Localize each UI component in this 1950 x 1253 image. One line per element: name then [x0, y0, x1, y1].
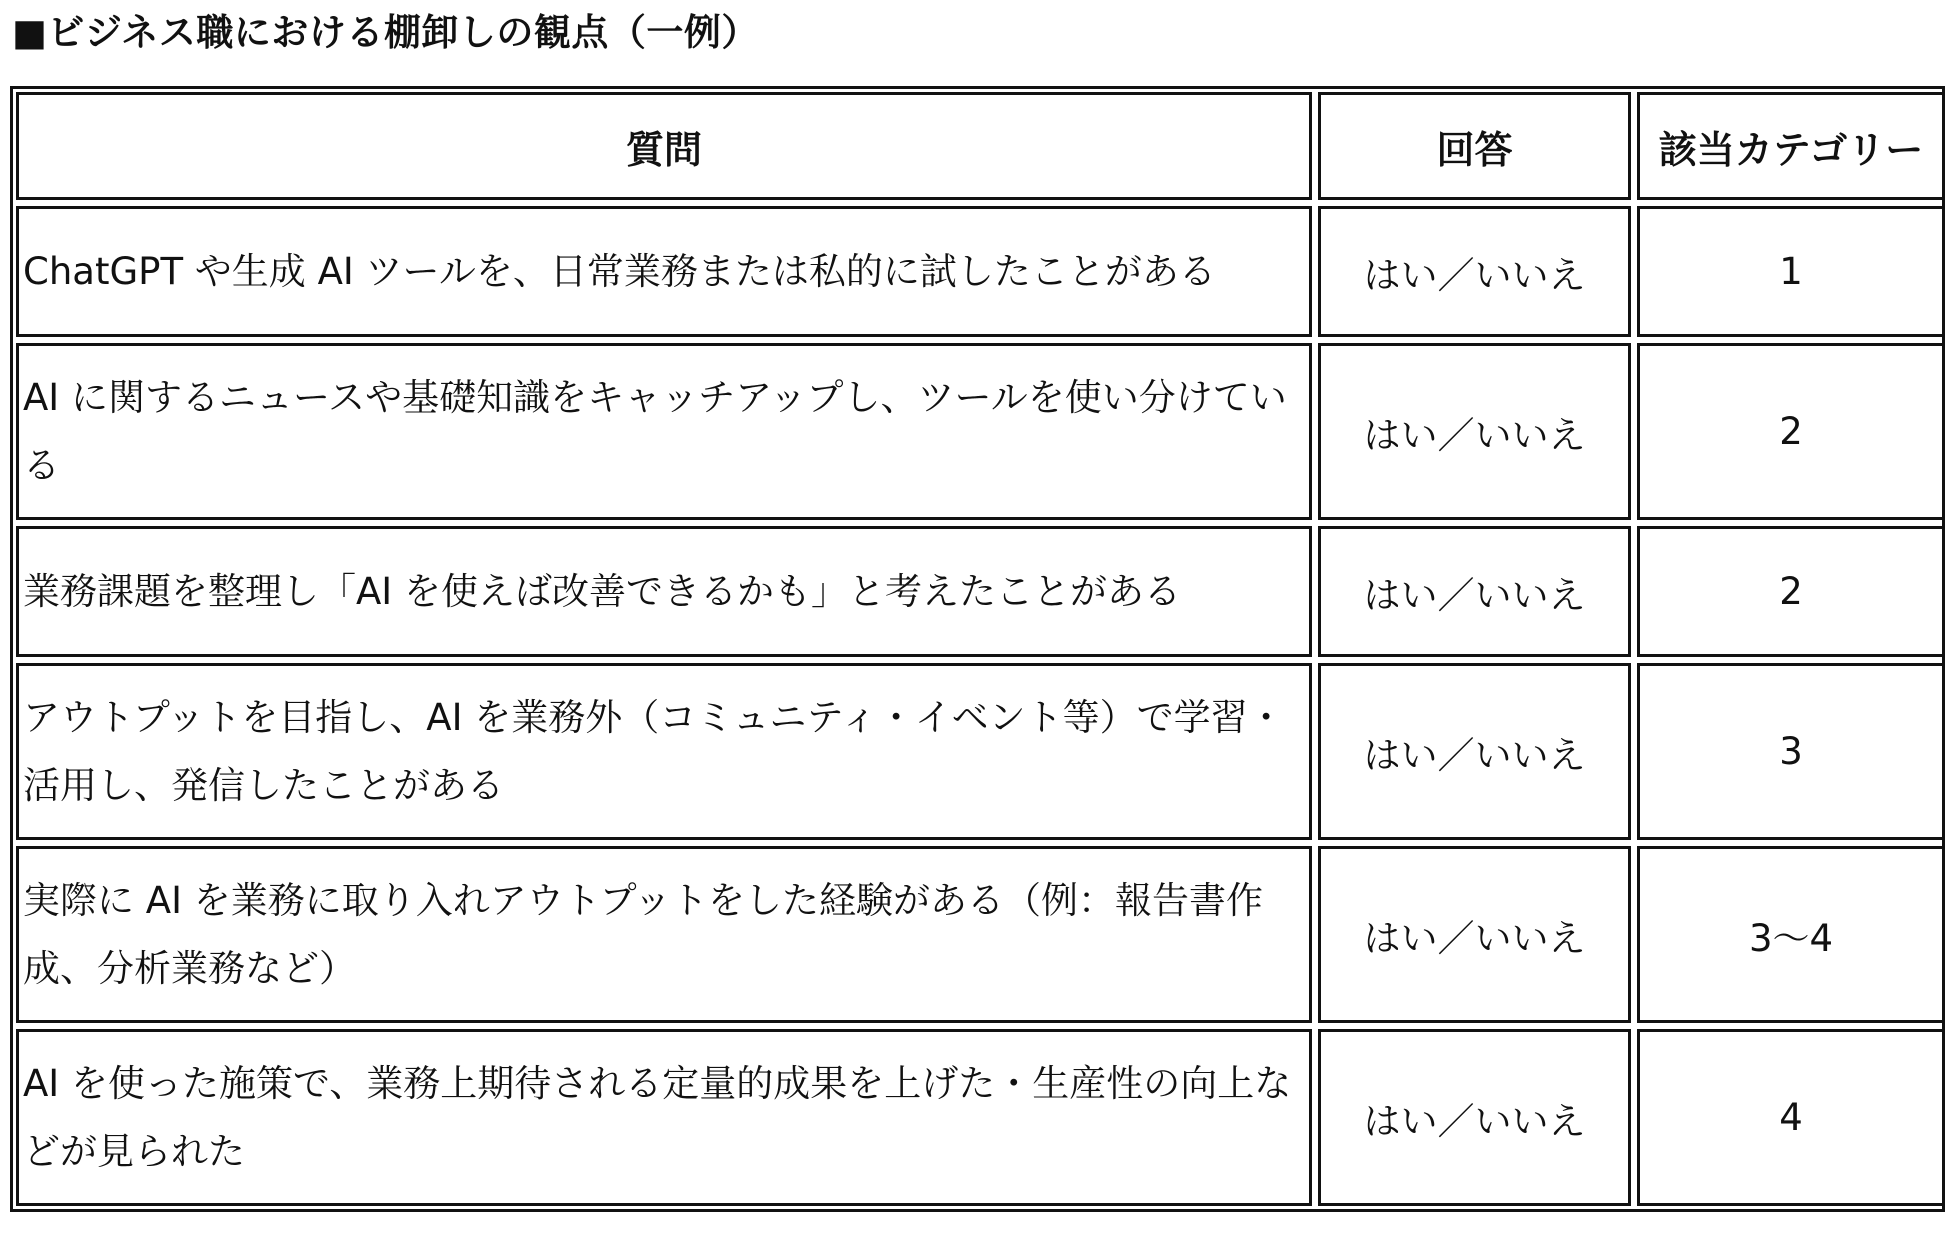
answer-cell: はい／いいえ	[1318, 663, 1631, 840]
table-row	[16, 343, 1945, 520]
question-cell: ChatGPT や生成 AI ツールを、日常業務または私的に試したことがある	[16, 206, 1312, 337]
question-cell: アウトプットを目指し、AI を業務外（コミュニティ・イベント等）で学習・活用し、発信したことがある	[16, 663, 1312, 840]
category-cell: 1	[1637, 206, 1945, 337]
category-cell: 2	[1637, 343, 1945, 520]
table-row	[16, 846, 1945, 1023]
header-question: 質問	[16, 92, 1312, 200]
table-row	[16, 206, 1945, 337]
category-cell: 2	[1637, 526, 1945, 657]
question-cell: 業務課題を整理し「AI を使えば改善できるかも」と考えたことがある	[16, 526, 1312, 657]
table-row	[16, 663, 1945, 840]
header-category: 該当カテゴリー	[1637, 92, 1945, 200]
table-row	[16, 1029, 1945, 1206]
header-answer: 回答	[1318, 92, 1631, 200]
answer-cell: はい／いいえ	[1318, 526, 1631, 657]
answer-cell: はい／いいえ	[1318, 1029, 1631, 1206]
answer-cell: はい／いいえ	[1318, 846, 1631, 1023]
answer-cell: はい／いいえ	[1318, 343, 1631, 520]
category-cell: 4	[1637, 1029, 1945, 1206]
page-title: ■ビジネス職における棚卸しの観点（一例）	[12, 11, 759, 54]
inventory-table	[10, 86, 1945, 1212]
question-cell: 実際に AI を業務に取り入れアウトプットをした経験がある（例：報告書作成、分析業務など）	[16, 846, 1312, 1023]
inventory-table-grid	[10, 86, 1950, 1212]
answer-cell: はい／いいえ	[1318, 206, 1631, 337]
category-cell: 3～4	[1637, 846, 1945, 1023]
table-header-row	[16, 92, 1945, 200]
question-cell: AI を使った施策で、業務上期待される定量的成果を上げた・生産性の向上などが見られた	[16, 1029, 1312, 1206]
question-cell: AI に関するニュースや基礎知識をキャッチアップし、ツールを使い分けている	[16, 343, 1312, 520]
table-row	[16, 526, 1945, 657]
category-cell: 3	[1637, 663, 1945, 840]
